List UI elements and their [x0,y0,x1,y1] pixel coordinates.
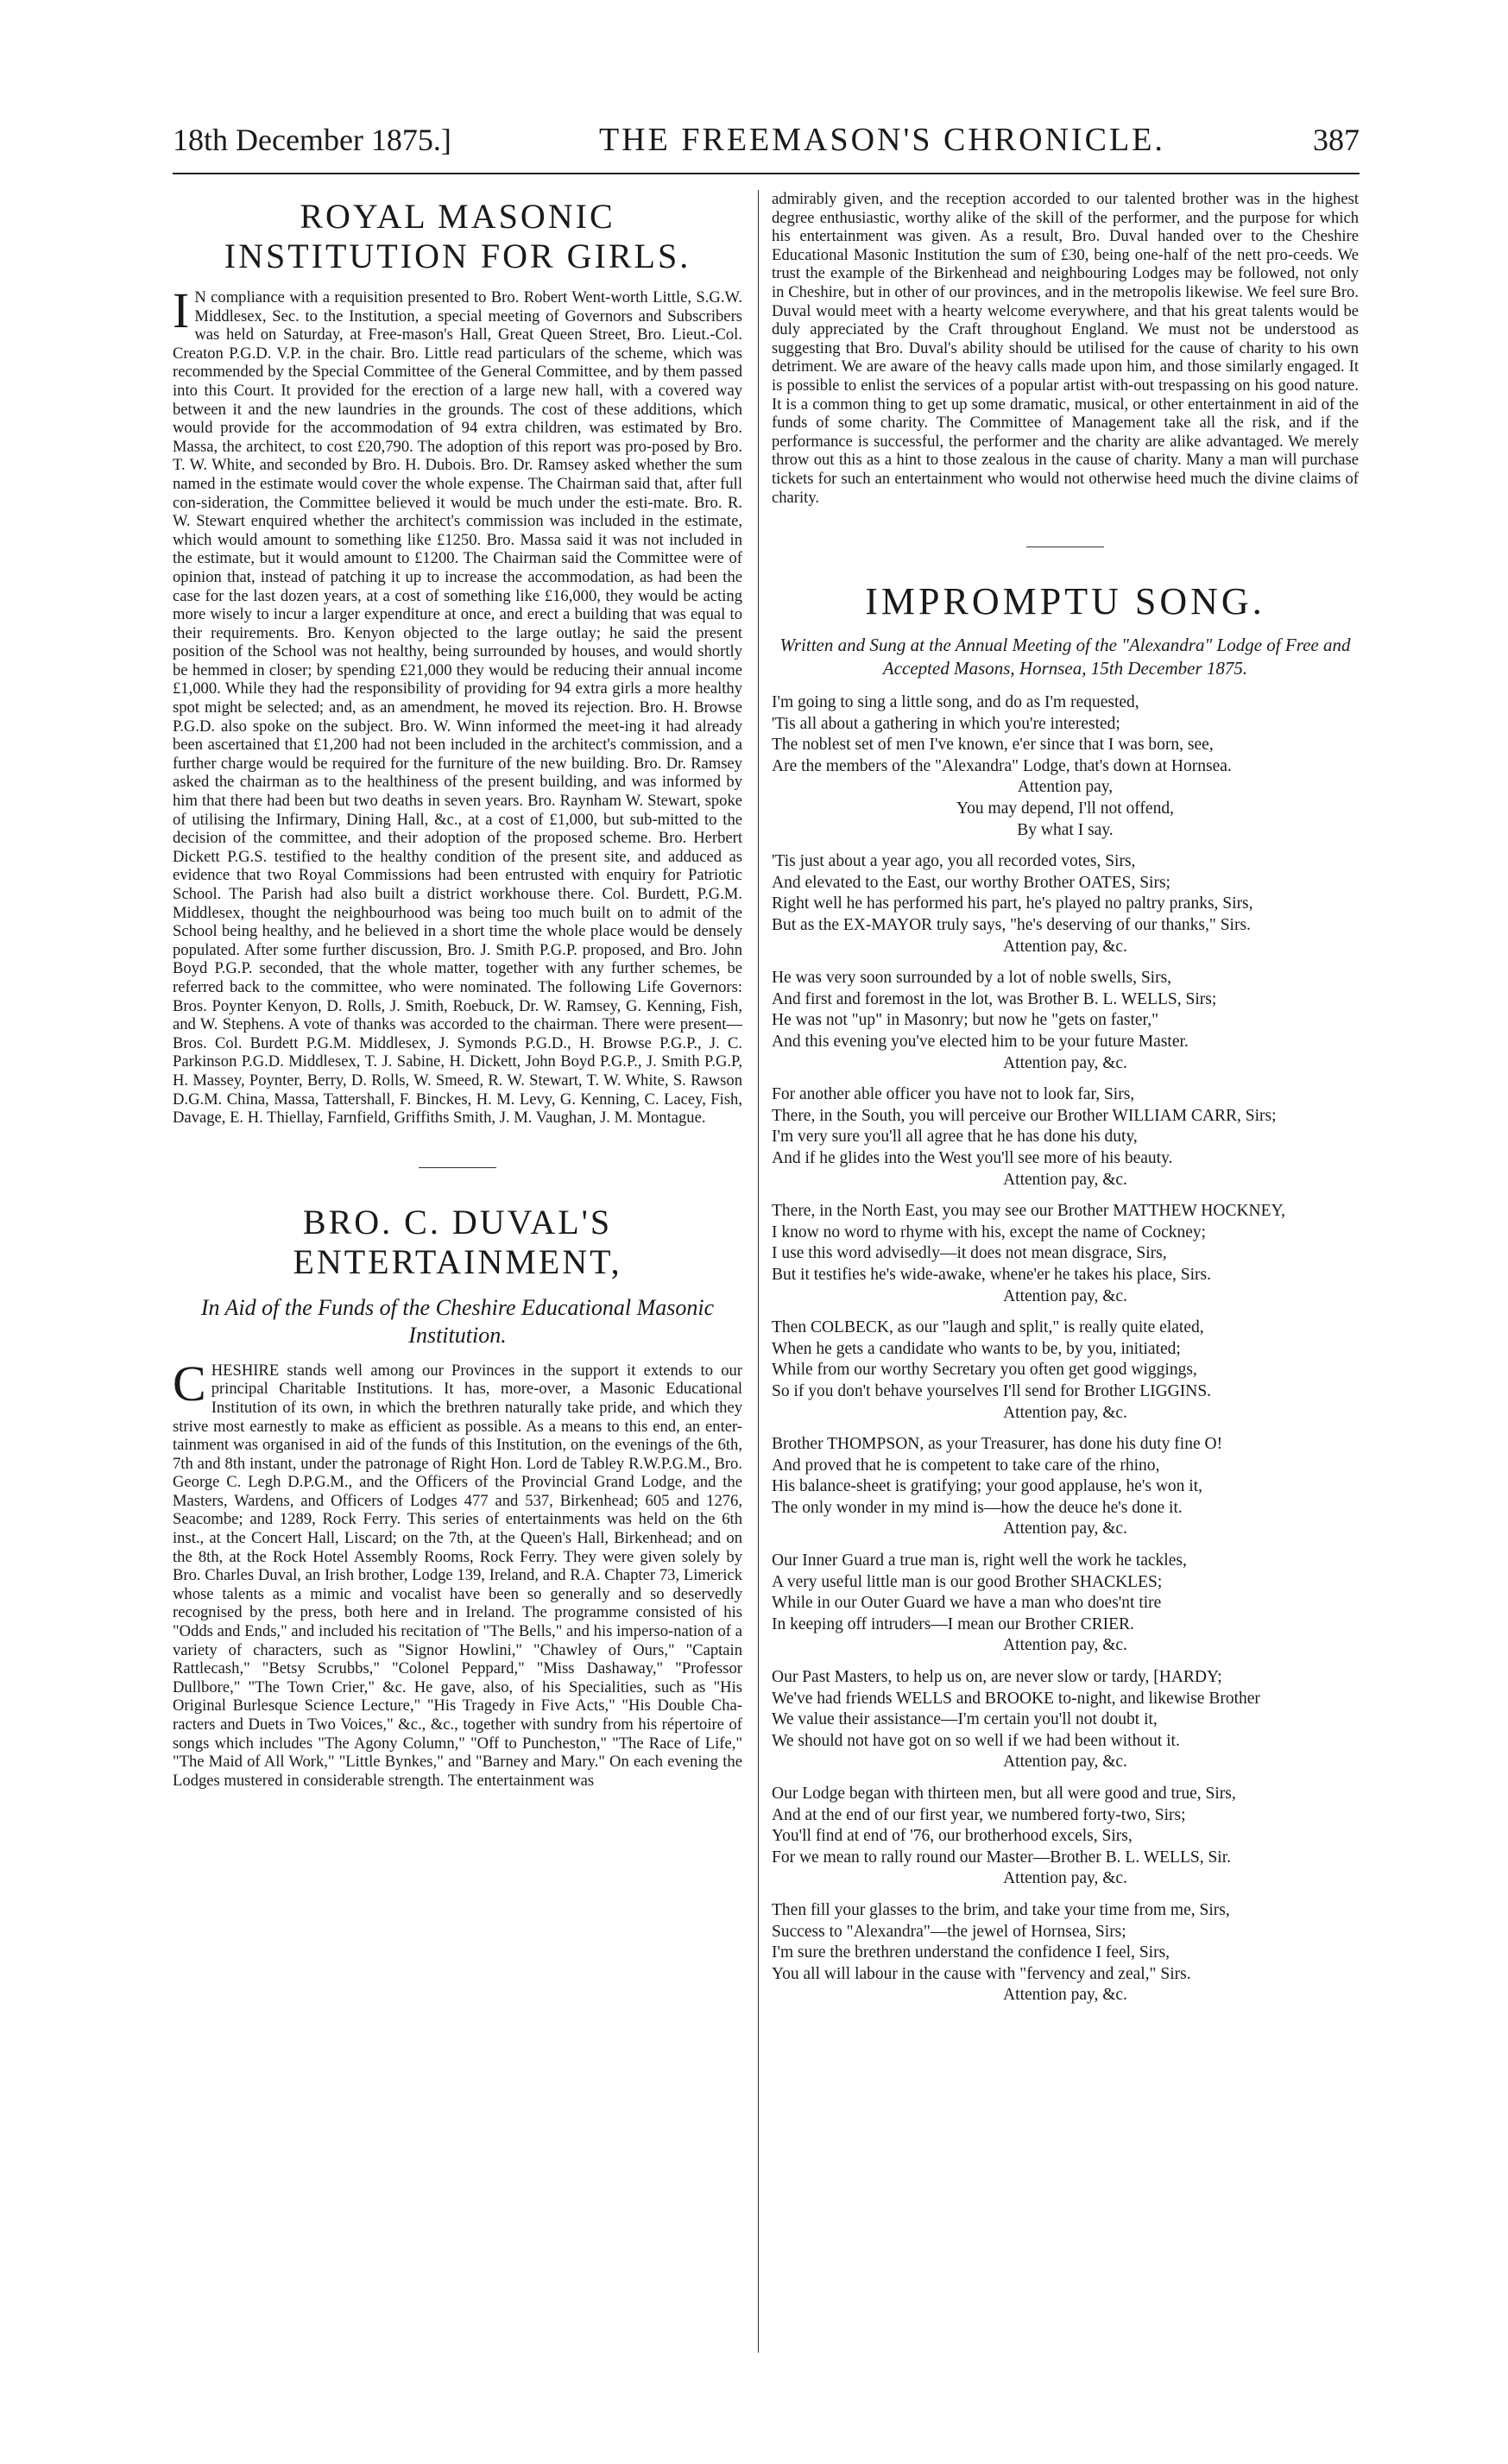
verse-line: I know no word to rhyme with his, except the name of Cockney; [772,1223,1207,1241]
song-verse [772,1084,1359,1191]
verse-line: And this evening you've elected him to be your future Master. [772,1033,1189,1051]
song-verse [772,1434,1359,1540]
verse-line: While from our worthy Secretary you often get good wiggings, [772,1361,1197,1380]
song-verses [772,692,1359,2006]
right-column [772,190,1359,2017]
verse-line: We should not have got on so well if we had been without it. [772,1731,1180,1750]
column-divider [758,190,759,2353]
refrain-line: Attention pay, &c. [1003,1170,1127,1189]
verse-line: Our Lodge began with thirteen men, but all were good and true, Sirs, [772,1785,1236,1803]
verse-line: The noblest set of men I've known, e'er since that I was born, see, [772,736,1214,755]
page-header [173,121,1360,171]
refrain-line: Attention pay, &c. [1003,1753,1127,1772]
refrain-line: Attention pay, &c. [1003,1403,1127,1422]
article-subheading: In Aid of the Funds of the Cheshire Educational Masonic Institution. [200,1294,715,1348]
verse-line: I'm going to sing a little song, and do as I'm requested, [772,693,1139,712]
page-number: 387 [1312,123,1360,157]
song-verse [772,1317,1359,1424]
refrain-line: Attention pay, &c. [1003,1636,1127,1655]
refrain-line: Attention pay, &c. [1003,1519,1127,1538]
verse-line: Success to "Alexandra"—the jewel of Hornsea, Sirs; [772,1922,1126,1941]
verse-line: But it testifies he's wide-awake, whene'er he takes his place, Sirs. [772,1265,1211,1284]
song-subheading: Written and Sung at the Annual Meeting of the "Alexandra" Lodge of Free and Accepted Masons, Hornsea, 15th December 1875. [779,635,1351,679]
verse-line: And at the end of our first year, we numbered forty-two, Sirs; [772,1805,1186,1824]
article-royal-masonic-institution [173,197,742,1128]
verse-line: Right well he has performed his part, he's played no paltry pranks, Sirs, [772,894,1253,913]
article-body: CHESHIRE stands well among our Provinces in the support it extends to our principal Charitable Institutions. It has, more-over, a Masonic Educational Institution of its own, in which the brethren naturally take pride, and which they strive most earnestly to make as efficient as possible. As a means to this end, an enter-tainment was organised in aid of the funds of this Institution, on the evenings of the 6th, 7th and 8th instant, under the patronage of Right Hon. Lord de Tabley R.W.P.G.M., Bro. George C. Legh D.P.G.M., and the Officers of the Provincial Grand Lodge, and the Masters, Wardens, and Officers of Lodges 477 and 537, Birkenhead; 605 and 1276, Seacombe; and 1289, Rock Ferry. This series of entertainments was held on the 6th inst., at the Concert Hall, Liscard; on the 7th, at the Queen's Hall, Birkenhead; and on the 8th, at the Rock Hotel Assembly Rooms, Rock Ferry. They were given solely by Bro. Charles Duval, an Irish brother, Lodge 139, Ireland, and R.A. Chapter 73, Limerick whose talents as a mimic and vocalist have been so generally and so deservedly recognised by the press, both here and in Ireland. The programme consisted of his "Odds and Ends," and included his recitation of "The Bells," and his imperso-nation of a variety of characters, such as "Signor Howlini," "Chawley of Ours," "Captain Rattlecash," "Betsy Scrubbs," "Colonel Peppard," "Miss Dashaway," "Professor Dullbore," "The Town Crier," &c. He gave, also, of his Specialities, such as "His Original Burlesque Science Lecture," "His Tragedy in Five Acts," "His Double Cha-racters and Duets in Two Voices," &c., &c., together with sundry from his répertoire of songs which includes "The Agony Column," "Off to Puncheston," "The Race of Life," "The Maid of All Work," "Little Bynkes," and "Barney and Mary." On each evening the Lodges mustered in considerable strength. The entertainment was [173,1355,742,1790]
refrain-line: Attention pay, &c. [1003,937,1127,956]
verse-line: In keeping off intruders—I mean our Brother CRIER. [772,1614,1134,1633]
verse-line: And if he glides into the West you'll see more of his beauty. [772,1148,1173,1167]
article-body: IN compliance with a requisition presented to Bro. Robert Went-worth Little, S.G.W. Middlesex, Sec. to the Institution, a special meeting of Governors and Subscribers was held on Saturday, at Free-mason's Hall, Great Queen Street, Bro. Lieut.-Col. Creaton P.G.D. V.P. in the chair. Bro. Little read particulars of the scheme, which was recommended by the Special Committee of the General Committee, and by them passed into this Court. It provided for the erection of a large new hall, with a covered way between it and the new laundries in the grounds. The cost of these additions, which would provide for the accommodation of 94 extra children, was estimated by Bro. Massa, the architect, to cost £20,790. The adoption of this report was pro-posed by Bro. T. W. White, and seconded by Bro. H. Dubois. Bro. Dr. Ramsey asked whether the sum named in the estimate would cover the whole expense. The Chairman said that, after full con-sideration, the Committee believed it would be much under the esti-mate. Bro. R. W. Stewart enquired whether the architect's commission was included in the estimate, which would amount to something like £1250. Bro. Massa said it was not included in the estimate, but it would amount to £1200. The Chairman said the Committee were of opinion that, instead of patching it up to increase the accommodation, as had been the case for the last dozen years, at a cost of something like £16,000, they would be acting more wisely to incur a larger expenditure at once, and erect a building that was equal to their requirements. Bro. Kenyon objected to the large outlay; he said the present position of the School was not healthy, being surrounded by houses, and would shortly be hemmed in closer; by spending £21,000 they would be reducing their annual income £1,000. While they had the responsibility of providing for 94 extra girls a more healthy spot might be selected; and, as an amendment, he moved its rejection. Bro. H. Browse P.G.D. also spoke on the subject. Bro. W. Winn informed the meet-ing it had already been ascertained that £1,200 had not been included in the architect's commission, and a further charge would be required for the furniture of the new building. Bro. Dr. Ramsey asked the chairman as to the healthiness of the present building, and was informed by him that there had been but two deaths in seven years. Bro. Raynham W. Stewart, spoke of utilising the Infirmary, Dining Hall, &c., at a cost of £1,000, but sub-mitted to the decision of the committee, and their adoption of the proposed scheme. Bro. Herbert Dickett P.G.S. testified to the healthy condition of the present site, and adduced as evidence that two Royal Commissions had been entrusted with enquiry for Patriotic School. The Parish had also built a district workhouse there. Col. Burdett, P.G.M. Middlesex, thought the neighbourhood was being too much built on to admit of the School being healthy, and he believed in a short time the whole place would be densely populated. After some further discussion, Bro. J. Smith P.G.P. proposed, and Bro. John Boyd P.G.P. seconded, that the whole matter, together with any further schemes, be referred back to the committee, who were nominated. The following Life Governors: Bros. Poynter Kenyon, D. Rolls, J. Smith, Roebuck, Dr. W. Ramsey, G. Kenning, Fish, and W. Stephens. A vote of thanks was accorded to the chairman. There were present—Bros. Col. Burdett P.G.M. Middlesex, J. Symonds P.G.D., H. Browse P.G.P., J. C. Parkinson P.G.D. Middlesex, T. J. Sabine, H. Dickett, John Boyd P.G.P., J. Smith P.G.P, H. Massey, Poynter, Berry, D. Rolls, W. Smeed, R. W. Stewart, T. W. White, S. Rawson D.G.M. China, Massa, Tattershall, F. Binckes, H. M. Levy, G. Kenning, C. Lacey, Fish, Davage, E. H. Thiellay, Farnfield, Griffiths Smith, J. M. Vaughan, J. M. Montague. [173,282,742,1128]
verse-line: And elevated to the East, our worthy Brother OATES, Sirs; [772,873,1170,892]
verse-line: You all will labour in the cause with "fervency and zeal," Sirs. [772,1964,1191,1983]
song-verse [772,1201,1359,1307]
verse-line: He was very soon surrounded by a lot of noble swells, Sirs, [772,969,1172,988]
verse-line: Our Past Masters, to help us on, are never slow or tardy, [HARDY; [772,1668,1222,1687]
verse-line: We value their assistance—I'm certain you'll not doubt it, [772,1710,1158,1729]
verse-line: But as the EX-MAYOR truly says, "he's deserving of our thanks," Sirs. [772,916,1251,935]
verse-line: Brother THOMPSON, as your Treasurer, has done his duty fine O! [772,1435,1223,1454]
verse-line: Our Inner Guard a true man is, right well the work he tackles, [772,1551,1187,1570]
article-separator [419,1167,496,1168]
refrain-line: By what I say. [1017,820,1114,839]
verse-line: You'll find at end of '76, our brotherhood excels, Sirs, [772,1827,1133,1846]
impromptu-song [772,582,1359,2006]
article-heading: ROYAL MASONIC INSTITUTION FOR GIRLS. [224,197,691,275]
verse-line: When he gets a candidate who wants to be, by you, initiated; [772,1339,1181,1358]
header-rule [173,173,1360,174]
verse-line: I'm sure the brethren understand the confidence I feel, Sirs, [772,1943,1170,1962]
verse-line: So if you don't behave yourselves I'll send for Brother LIGGINS. [772,1381,1212,1400]
verse-line: He was not "up" in Masonry; but now he "gets on faster," [772,1011,1159,1030]
song-verse [772,968,1359,1074]
song-verse [772,1667,1359,1773]
refrain-line: Attention pay, &c. [1003,1053,1127,1072]
verse-line: Are the members of the "Alexandra" Lodge, that's down at Hornsea. [772,756,1232,775]
verse-line: Then fill your glasses to the brim, and take your time from me, Sirs, [772,1900,1230,1919]
verse-line: The only wonder in my mind is—how the deuce he's done it. [772,1498,1183,1517]
song-verse [772,1784,1359,1890]
refrain-line: Attention pay, &c. [1003,1986,1127,2005]
verse-line: We've had friends WELLS and BROOKE to-night, and likewise Brother [772,1689,1260,1708]
verse-line: While in our Outer Guard we have a man who does'nt tire [772,1594,1162,1613]
song-verse [772,851,1359,957]
verse-line: I use this word advisedly—it does not mean disgrace, Sirs, [772,1244,1167,1263]
article-duval-entertainment [173,1203,742,1791]
verse-line: I'm very sure you'll all agree that he has done his duty, [772,1128,1138,1147]
verse-line: 'Tis all about a gathering in which you're interested; [772,714,1120,733]
refrain-line: Attention pay, &c. [1003,1869,1127,1888]
song-verse [772,692,1359,841]
article-continuation: admirably given, and the reception accorded to our talented brother was in the highest degree enthusiastic, worthy alike of the skill of the performer, and the purpose for which his entertainment was given. As a result, Bro. Duval handed over to the Cheshire Educational Masonic Institution the sum of £30, being one-half of the nett pro-ceeds. We trust the example of the Birkenhead and neighbouring Lodges may be followed, not only in Cheshire, but in other of our provinces, and in the metropolis likewise. We feel sure Bro. Duval would meet with a hearty welcome everywhere, and that his great talents would be duly appreciated by the Craft throughout England. We must not be understood as suggesting that Bro. Duval's ability should be utilised for the cause of charity to his own detriment. We are aware of the heavy calls made upon him, and those similarly engaged. It is possible to enlist the services of a popular artist with-out trespassing on his good nature. It is a common thing to get up some dramatic, musical, or other entertainment in aid of the funds of some charity. The Committee of Management take all the risk, and if the performance is successful, the performer and the charity are alike advantaged. We merely throw out this as a hint to those zealous in the cause of charity. Many a man will purchase tickets for such an entertainment who would not otherwise heed much the divine claims of charity. [772,190,1359,507]
verse-line: For another able officer you have not to look far, Sirs, [772,1085,1135,1104]
article-heading: BRO. C. DUVAL'S ENTERTAINMENT, [293,1202,622,1281]
verse-line: And proved that he is competent to take care of the rhino, [772,1456,1160,1475]
refrain-line: Attention pay, [1017,778,1114,797]
song-verse [772,1900,1359,2006]
issue-date: 18th December 1875.] [173,123,451,157]
song-heading: IMPROMPTU SONG. [865,580,1265,623]
refrain-line: Attention pay, &c. [1003,1286,1127,1305]
verse-line: And first and foremost in the lot, was Brother B. L. WELLS, Sirs; [772,989,1217,1008]
verse-line: There, in the North East, you may see our Brother MATTHEW HOCKNEY, [772,1202,1285,1221]
verse-line: Then COLBECK, as our "laugh and split," is really quite elated, [772,1318,1204,1337]
verse-line: There, in the South, you will perceive our Brother WILLIAM CARR, Sirs; [772,1106,1277,1125]
publication-title: THE FREEMASON'S CHRONICLE. [598,122,1165,158]
verse-line: For we mean to rally round our Master—Brother B. L. WELLS, Sir. [772,1848,1232,1867]
verse-line: A very useful little man is our good Brother SHACKLES; [772,1572,1163,1591]
verse-line: 'Tis just about a year ago, you all recorded votes, Sirs, [772,852,1136,871]
song-verse [772,1551,1359,1657]
verse-line: His balance-sheet is gratifying; your good applause, he's won it, [772,1477,1203,1496]
left-column [173,190,742,1790]
refrain-line: You may depend, I'll not offend, [956,799,1174,818]
